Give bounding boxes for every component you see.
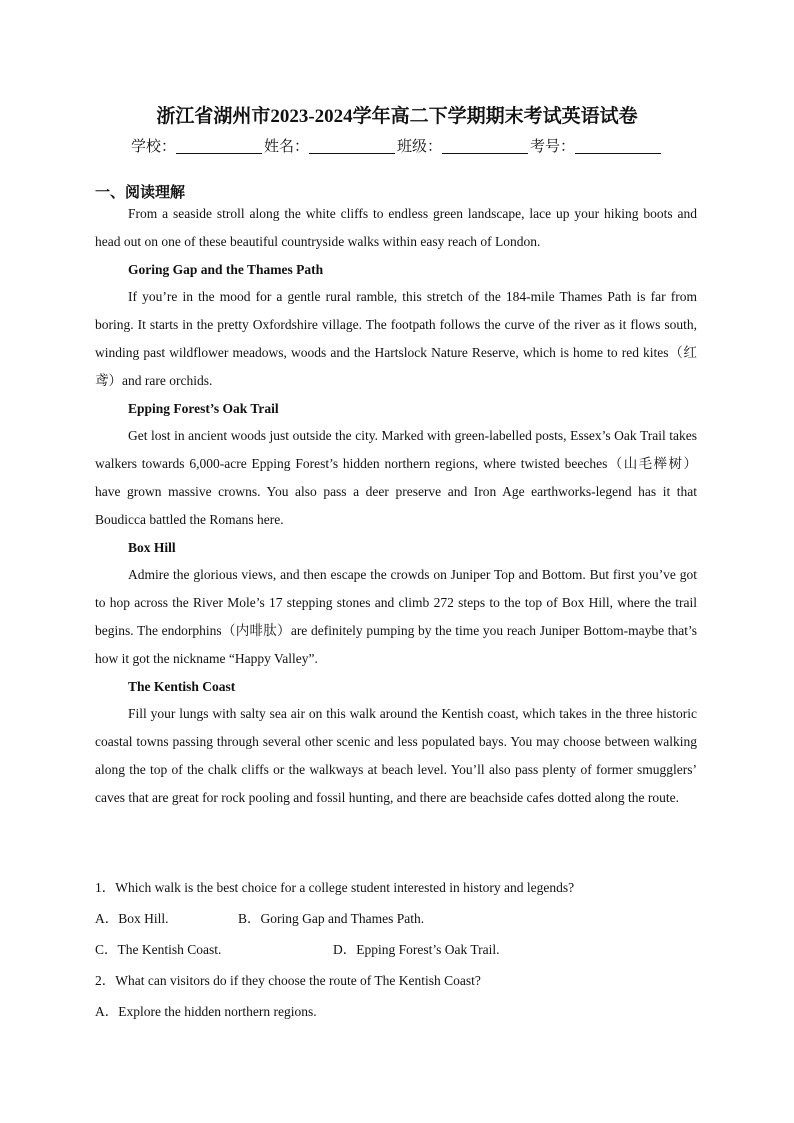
question-2-stem: 2．What can visitors do if they choose the route of The Kentish Coast? xyxy=(95,973,481,988)
exam-number-label: 考号： xyxy=(530,137,576,155)
walk-heading: Box Hill xyxy=(128,539,176,555)
exam-number-blank[interactable] xyxy=(575,139,661,154)
walk-heading: Goring Gap and the Thames Path xyxy=(128,261,324,277)
walk-body: Get lost in ancient woods just outside the city. Marked with green-labelled posts, Essex’s Oak Trail takes walkers towards 6,000-acre Epping Forest’s hidden northern regions, where twisted beeches（山毛榉树）have grown massive crowns. You also pass a deer preserve and Iron Age earthworks-legend has it that Boudicca battled the Romans here. xyxy=(95,428,697,527)
question-2-option-a[interactable]: A．Explore the hidden northern regions. xyxy=(95,1004,317,1019)
passage-intro: From a seaside stroll along the white cliffs to endless green landscape, lace up your hiking boots and head out on one of these beautiful countryside walks within easy reach of London. xyxy=(95,206,697,249)
student-info-line xyxy=(0,135,794,156)
school-blank[interactable] xyxy=(176,139,262,154)
name-blank[interactable] xyxy=(309,139,395,154)
walk-heading: Epping Forest’s Oak Trail xyxy=(128,400,279,416)
name-label: 姓名： xyxy=(263,137,309,155)
walk-body: Fill your lungs with salty sea air on this walk around the Kentish coast, which takes in the three historic coastal towns passing through several other scenic and less populated bays. You may choose between walking along the top of the chalk cliffs or the walkways at beach level. You’ll also pass plenty of former smugglers’ caves that are great for rock pooling and fossil hunting, and there are beachside cafes dotted along the route. xyxy=(95,706,697,805)
question-1-option-c[interactable]: C．The Kentish Coast. xyxy=(95,942,222,957)
walk-body: Admire the glorious views, and then escape the crowds on Juniper Top and Bottom. But first you’ve got to hop across the River Mole’s 17 stepping stones and climb 272 steps to the top of Box Hill, where the trail begins. The endorphins（内啡肽）are definitely pumping by the time you reach Juniper Bottom-maybe that’s how it got the nickname “Happy Valley”. xyxy=(95,567,697,666)
question-1-option-a[interactable]: A．Box Hill. xyxy=(95,911,169,926)
question-1-option-d[interactable]: D．Epping Forest’s Oak Trail. xyxy=(333,942,500,957)
class-blank[interactable] xyxy=(442,139,528,154)
section-heading: 一、阅读理解 xyxy=(95,183,186,201)
question-1-stem: 1．Which walk is the best choice for a college student interested in history and legends? xyxy=(95,880,575,895)
question-1-option-b[interactable]: B．Goring Gap and Thames Path. xyxy=(238,911,425,926)
exam-title: 浙江省湖州市2023-2024学年高二下学期期末考试英语试卷 xyxy=(156,106,638,127)
reading-passage xyxy=(95,200,697,812)
walk-heading: The Kentish Coast xyxy=(128,678,236,694)
class-label: 班级： xyxy=(397,137,443,155)
school-label: 学校： xyxy=(130,137,176,155)
walk-body: If you’re in the mood for a gentle rural ramble, this stretch of the 184-mile Thames Path is far from boring. It starts in the pretty Oxfordshire village. The footpath follows the curve of the river as it flows south, winding past wildflower meadows, woods and the Hartslock Nature Reserve, which is home to red kites（红鸢）and rare orchids. xyxy=(95,289,697,388)
